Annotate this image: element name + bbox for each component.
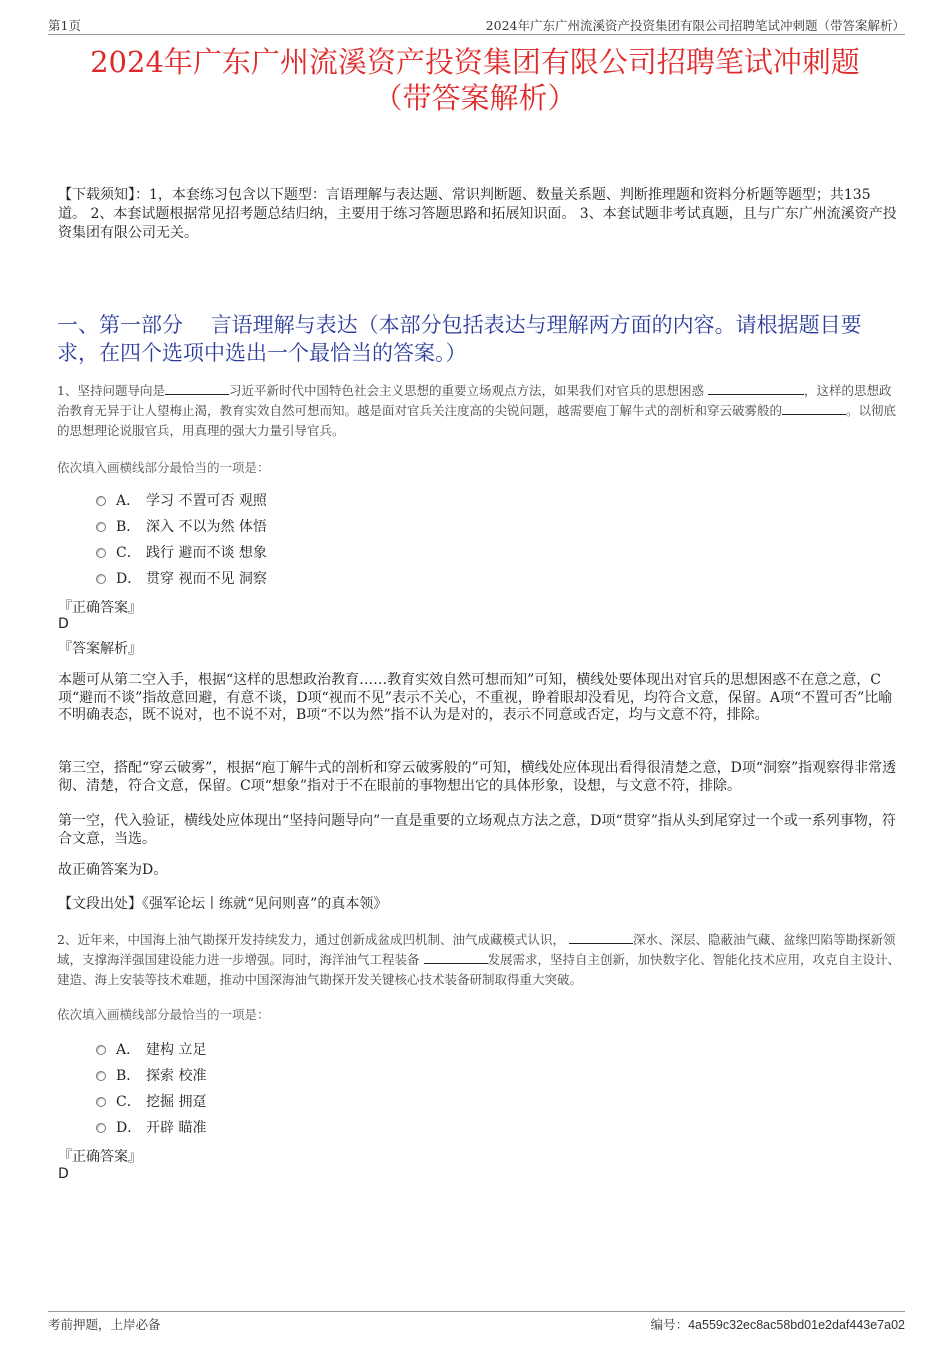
question-2-stem: 2、近年来，中国海上油气勘探开发持续发力，通过创新成盆成凹机制、油气成藏模式认识， 深水、深层、隐蔽油气藏、盆缘凹陷等勘探新领域，支撑海洋强国建设能力进一步增强。同时，海洋油气工程装备 发展需求，坚持自主创新，加快数字化、智能化技术应用，攻克自主设计、建造、海上安装等技术难题，推动中国深海油气勘探开发关键核心技术装备研制取得重大突破。 [57,932,901,987]
question-1-prompt: 依次填入画横线部分最恰当的一项是： [57,460,270,475]
radio-icon[interactable] [96,548,106,558]
footer-slogan: 考前押题，上岸必备 [48,1317,161,1332]
fill-blank [708,382,804,395]
radio-icon[interactable] [96,574,106,584]
analysis-paragraph-2: 第三空，搭配“穿云破雾”，根据“庖丁解牛式的剖析和穿云破雾般的”可知，横线处应体现出看得很清楚之意，D项“洞察”指观察得非常透彻、清楚，符合文意，保留。C项“想象”指对于不在眼前的事物想出它的具体形象，设想，与文意不符，排除。 [58,760,897,794]
radio-icon[interactable] [96,1045,106,1055]
question-2-options [96,1037,206,1141]
title-line-2: （带答案解析） [373,81,577,115]
question-2-prompt: 依次填入画横线部分最恰当的一项是： [57,1007,270,1022]
option-b[interactable]: B． 探索 校准 [96,1063,206,1089]
radio-icon[interactable] [96,522,106,532]
radio-icon[interactable] [96,1123,106,1133]
title-line-1: 2024年广东广州流溪资产投资集团有限公司招聘笔试冲刺题 [90,45,860,79]
analysis-label: 『答案解析』 [58,641,142,657]
question-1-options [96,488,267,592]
fill-blank [782,402,846,415]
fill-blank [165,382,229,395]
page-footer [48,1311,905,1334]
answer-label: 『正确答案』 [58,600,142,616]
header-doc-title: 2024年广东广州流溪资产投资集团有限公司招聘笔试冲刺题（带答案解析） [485,18,905,33]
footer-code: 编号：4a559c32ec8ac58bd01e2daf443e7a02 [650,1317,905,1332]
download-notice: 【下载须知】：1，本套练习包含以下题型：言语理解与表达题、常识判断题、数量关系题、判断推理题和资料分析题等题型；共135道。 2、本套试题根据常见招考题总结归纳，主要用于练习答题思路和拓展知识面。 3、本套试题非考试真题，且与广东广州流溪资产投资集团有限公司无关。 [58,187,897,241]
option-d[interactable]: D． 开辟 瞄准 [96,1115,206,1141]
option-c[interactable]: C． 践行 避而不谈 想象 [96,540,267,566]
radio-icon[interactable] [96,1071,106,1081]
page-header [48,14,905,35]
answer-value: D [58,1166,69,1182]
radio-icon[interactable] [96,1097,106,1107]
question-1-stem: 1、坚持问题导向是 习近平新时代中国特色社会主义思想的重要立场观点方法，如果我们对官兵的思想困惑 ，这样的思想政治教育无异于让人望梅止渴，教育实效自然可想而知。越是面对官兵关注度高的尖锐问题，越需要庖丁解牛式的剖析和穿云破雾般的 。以彻底的思想理论说服官兵，用真理的强大力量引导官兵。 [57,383,897,438]
option-a[interactable]: A． 建构 立足 [96,1037,206,1063]
option-a[interactable]: A． 学习 不置可否 观照 [96,488,267,514]
option-d[interactable]: D． 贯穿 视而不见 洞察 [96,566,267,592]
analysis-paragraph-1: 本题可从第二空入手，根据“这样的思想政治教育……教育实效自然可想而知”可知，横线处要体现出对官兵的思想困惑不在意之意，C项“避而不谈”指故意回避，有意不谈，D项“视而不见”表示不关心，不重视，睁着眼却没看见，均符合文意，保留。A项“不置可否”比喻不明确表态，既不说对，也不说不对，B项“不以为然”指不认为是对的，表示不同意或否定，均与文意不符，排除。 [58,672,893,723]
fill-blank [569,931,633,944]
answer-value: D [58,616,69,632]
source-citation: 【文段出处】《强军论坛丨练就“见问则喜”的真本领》 [58,896,388,912]
page-number: 第1页 [48,18,81,33]
option-c[interactable]: C． 挖掘 拥趸 [96,1089,206,1115]
section-heading: 一、第一部分 言语理解与表达（本部分包括表达与理解两方面的内容。请根据题目要求，在四个选项中选出一个最恰当的答案。） [57,313,862,365]
analysis-paragraph-3: 第一空，代入验证，横线处应体现出“坚持问题导向”一直是重要的立场观点方法之意，D项“贯穿”指从头到尾穿过一个或一系列事物，符合文意，当选。 [58,813,896,847]
option-b[interactable]: B． 深入 不以为然 体悟 [96,514,267,540]
analysis-conclusion: 故正确答案为D。 [58,862,168,878]
document-title [40,44,910,116]
radio-icon[interactable] [96,496,106,506]
fill-blank [424,951,488,964]
answer-label: 『正确答案』 [58,1149,142,1165]
